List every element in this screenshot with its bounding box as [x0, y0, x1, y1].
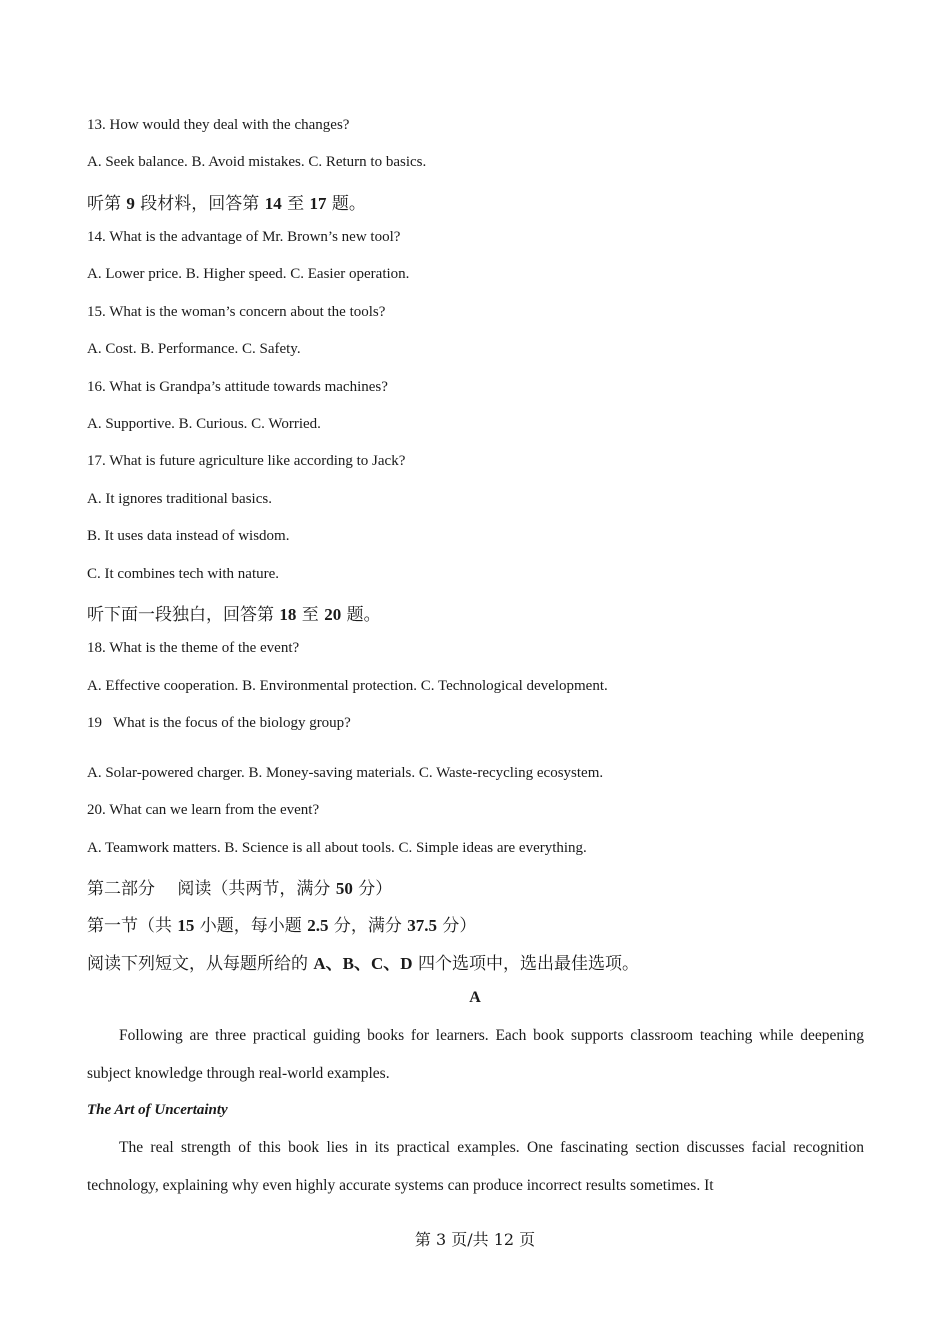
question-14: 14. What is the advantage of Mr. Brown’s new tool? — [87, 229, 401, 245]
question-18: 18. What is the theme of the event? — [87, 640, 300, 656]
question-17-option-b: B. It uses data instead of wisdom. — [87, 528, 290, 544]
question-16-options: A. Supportive. B. Curious. C. Worried. — [87, 416, 321, 432]
question-17: 17. What is future agriculture like according to Jack? — [87, 453, 406, 469]
reading-instructions: 阅读下列短文，从每题所给的 A、B、C、D 四个选项中，选出最佳选项。 — [87, 954, 639, 974]
page-footer: 第 3 页/共 12 页 — [414, 1230, 536, 1249]
section-heading-9: 听第 9 段材料，回答第 14 至 17 题。 — [87, 194, 366, 214]
passage-intro: Following are three practical guiding books for learners. Each book supports classroom teaching while deepening subject knowledge through real-world examples. — [87, 1027, 864, 1082]
question-14-options: A. Lower price. B. Higher speed. C. Easier operation. — [87, 266, 410, 282]
section-heading-10: 听下面一段独白，回答第 18 至 20 题。 — [87, 605, 381, 625]
question-19-options: A. Solar-powered charger. B. Money-saving materials. C. Waste-recycling ecosystem. — [87, 765, 604, 781]
question-16: 16. What is Grandpa’s attitude towards machines? — [87, 379, 388, 395]
section-1-heading: 第一节（共 15 小题，每小题 2.5 分，满分 37.5 分） — [87, 916, 477, 936]
question-17-option-c: C. It combines tech with nature. — [87, 566, 280, 582]
question-15-options: A. Cost. B. Performance. C. Safety. — [87, 341, 301, 357]
part-2-heading: 第二部分 阅读（共两节，满分 50 分） — [87, 879, 393, 899]
question-18-options: A. Effective cooperation. B. Environmental protection. C. Technological development. — [87, 678, 608, 694]
question-20: 20. What can we learn from the event? — [87, 802, 320, 818]
book-paragraph: The real strength of this book lies in its practical examples. One fascinating section discusses facial recognition technology, explaining why even highly accurate systems can produce incorrect results sometimes. It — [87, 1139, 864, 1194]
question-17-option-a: A. It ignores traditional basics. — [87, 491, 272, 507]
question-13-options: A. Seek balance. B. Avoid mistakes. C. Return to basics. — [87, 154, 427, 170]
question-20-options: A. Teamwork matters. B. Science is all about tools. C. Simple ideas are everything. — [87, 840, 587, 856]
question-15: 15. What is the woman’s concern about the tools? — [87, 304, 386, 320]
book-title: The Art of Uncertainty — [87, 1102, 228, 1118]
question-19: 19 What is the focus of the biology group? — [87, 715, 351, 731]
passage-label: A — [469, 989, 481, 1006]
question-13: 13. How would they deal with the changes? — [87, 117, 350, 133]
